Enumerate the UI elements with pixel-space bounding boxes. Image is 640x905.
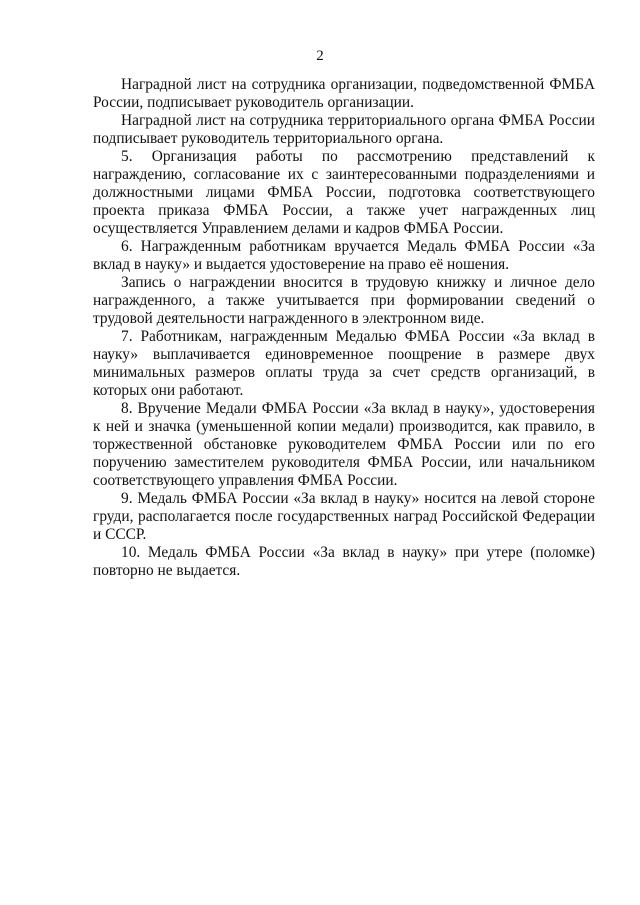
paragraph: Наградной лист на сотрудника территориального органа ФМБА России подписывает руководитель территориального органа. [93,112,595,147]
page-number: 2 [316,48,324,64]
paragraph: 9. Медаль ФМБА России «За вклад в науку» носится на левой стороне груди, располагается после государственных наград Российской Федерации и СССР. [93,490,595,543]
paragraph: 10. Медаль ФМБА России «За вклад в науку» при утере (поломке) повторно не выдается. [93,544,595,579]
paragraph: Наградной лист на сотрудника организации, подведомственной ФМБА России, подписывает руководитель организации. [93,76,595,111]
paragraph: 6. Награжденным работникам вручается Медаль ФМБА России «За вклад в науку» и выдается удостоверение на право её ношения. [93,238,595,273]
paragraph: Запись о награждении вносится в трудовую книжку и личное дело награжденного, а также учитывается при формировании сведений о трудовой деятельности награжденного в электронном виде. [93,274,595,327]
paragraph: 8. Вручение Медали ФМБА России «За вклад в науку», удостоверения к ней и значка (уменьшенной копии медали) производится, как правило, в торжественной обстановке руководителем ФМБА России или по его поручению заместителем руководителя ФМБА России, или начальником соответствующего управления ФМБА России. [93,400,595,489]
paragraph: 5. Организация работы по рассмотрению представлений к награждению, согласование их с заинтересованными подразделениями и должностными лицами ФМБА России, подготовка соответствующего проекта приказа ФМБА России, а также учет награжденных лиц осуществляется Управлением делами и кадров ФМБА России. [93,148,595,237]
document-body [93,76,595,580]
paragraph: 7. Работникам, награжденным Медалью ФМБА России «За вклад в науку» выплачивается единовременное поощрение в размере двух минимальных размеров оплаты труда за счет средств организаций, в которых они работают. [93,328,595,399]
